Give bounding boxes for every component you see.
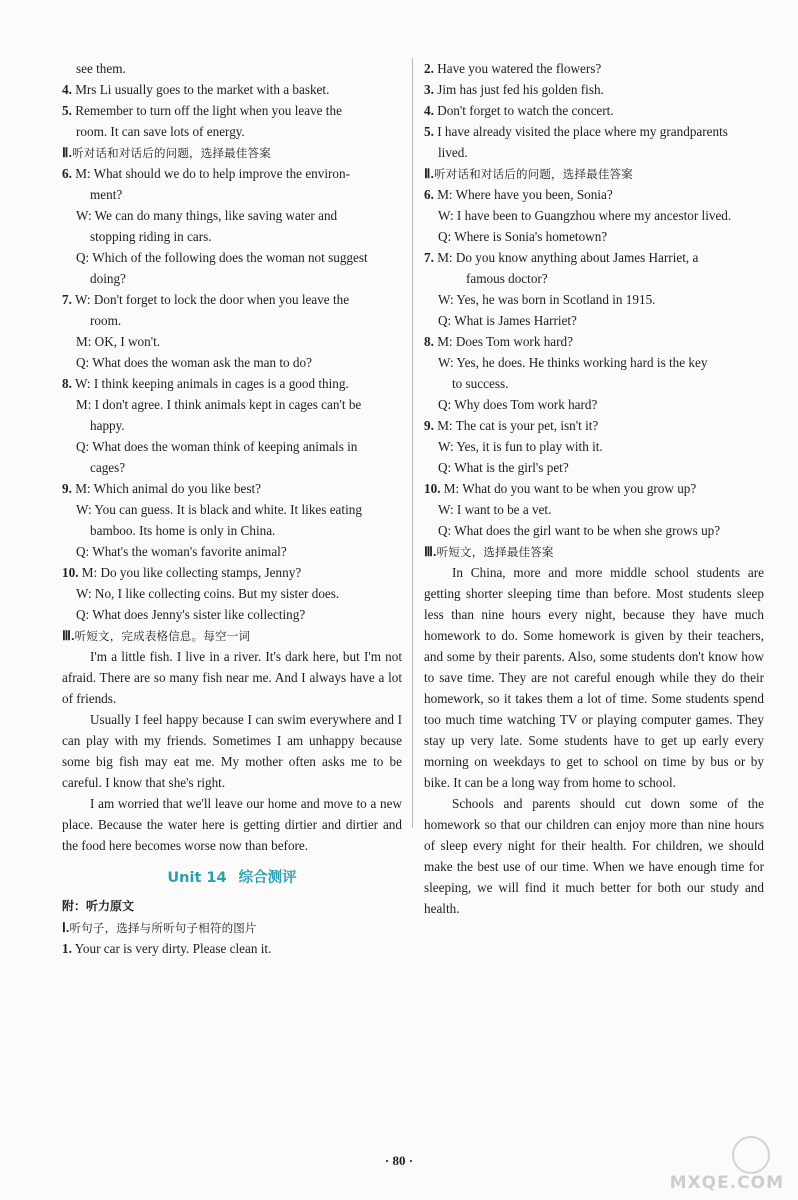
question-number: 10. xyxy=(62,565,79,580)
text-line xyxy=(62,289,402,310)
unit-title xyxy=(62,862,402,894)
line-text: stopping riding in cars. xyxy=(90,229,212,244)
text-line xyxy=(424,478,764,499)
text-line xyxy=(424,184,764,205)
text-line xyxy=(424,226,764,247)
right-dialogues xyxy=(424,184,764,541)
line-text: Q: What does the girl want to be when she grows up? xyxy=(438,523,721,538)
text-line xyxy=(62,310,402,331)
section-text: 听短文，选择最佳答案 xyxy=(436,545,554,559)
unit-subtitle: 综合测评 xyxy=(238,870,297,886)
line-text: room. It can save lots of energy. xyxy=(76,124,245,139)
line-text: lived. xyxy=(438,145,468,160)
text-line xyxy=(62,604,402,625)
section-3-heading-right xyxy=(424,541,764,562)
text-line xyxy=(62,562,402,583)
line-text: cages? xyxy=(90,460,126,475)
text-line xyxy=(424,394,764,415)
line-text: M: Do you like collecting stamps, Jenny? xyxy=(81,565,302,580)
line-text: famous doctor? xyxy=(466,271,548,286)
text-line xyxy=(62,58,402,79)
passage-paragraph: I am worried that we'll leave our home and move to a new place. Because the water here is getting dirtier and dirtier and the food here becomes worse now than before. xyxy=(62,796,402,853)
question-number: 7. xyxy=(424,250,434,265)
question-number: 9. xyxy=(424,418,434,433)
text-line xyxy=(424,247,764,268)
text-line xyxy=(424,331,764,352)
text-line xyxy=(62,415,402,436)
text-line xyxy=(62,184,402,205)
text-line xyxy=(62,100,402,121)
question-number: 5. xyxy=(62,103,72,118)
line-text: W: Yes, he was born in Scotland in 1915. xyxy=(438,292,656,307)
text-line xyxy=(424,520,764,541)
text-line xyxy=(424,373,764,394)
text-line xyxy=(424,268,764,289)
text-line xyxy=(424,142,764,163)
line-text: Q: What does the woman think of keeping animals in xyxy=(76,439,358,454)
text-line xyxy=(424,499,764,520)
text-line xyxy=(62,583,402,604)
right-intro-lines xyxy=(424,58,764,163)
line-text: to success. xyxy=(452,376,509,391)
section-2-heading-left xyxy=(62,142,402,163)
line-text: Have you watered the flowers? xyxy=(437,61,602,76)
question-number: 3. xyxy=(424,82,434,97)
watermark-text: MXQE.COM xyxy=(669,1173,784,1193)
watermark-circle-icon xyxy=(732,1136,770,1174)
line-text: M: The cat is your pet, isn't it? xyxy=(437,418,599,433)
line-text: Q: Where is Sonia's hometown? xyxy=(438,229,608,244)
text-line xyxy=(424,415,764,436)
section-roman: Ⅲ. xyxy=(424,544,437,559)
line-text: ment? xyxy=(90,187,123,202)
question-line xyxy=(62,938,402,959)
page-number: · 80 · xyxy=(384,1153,414,1168)
text-line xyxy=(62,79,402,100)
line-text: Q: What does the woman ask the man to do? xyxy=(76,355,312,370)
line-text: Q: What is the girl's pet? xyxy=(438,460,569,475)
line-text: M: Where have you been, Sonia? xyxy=(437,187,613,202)
section-roman: Ⅱ. xyxy=(62,145,73,160)
line-text: Remember to turn off the light when you leave the xyxy=(75,103,342,118)
left-intro-lines xyxy=(62,58,402,142)
line-text: W: You can guess. It is black and white. It likes eating xyxy=(76,502,362,517)
text-line xyxy=(62,331,402,352)
question-number: 5. xyxy=(424,124,434,139)
line-text: W: I want to be a vet. xyxy=(438,502,552,517)
text-line xyxy=(62,373,402,394)
line-text: M: What should we do to help improve the environ- xyxy=(75,166,350,181)
unit-number: Unit 14 xyxy=(167,870,227,886)
section-text: 听对话和对话后的问题，选择最佳答案 xyxy=(72,146,271,160)
line-text: W: I think keeping animals in cages is a good thing. xyxy=(74,376,349,391)
line-text: W: I have been to Guangzhou where my ancestor lived. xyxy=(438,208,732,223)
line-text: M: What do you want to be when you grow up? xyxy=(443,481,697,496)
line-text: W: Don't forget to lock the door when you leave the xyxy=(74,292,350,307)
question-number: 4. xyxy=(62,82,72,97)
question-number: 7. xyxy=(62,292,72,307)
right-column xyxy=(424,58,764,919)
text-line xyxy=(424,100,764,121)
column-divider xyxy=(412,58,413,828)
question-number: 10. xyxy=(424,481,441,496)
question-number: 9. xyxy=(62,481,72,496)
text-line xyxy=(424,121,764,142)
section-text: 听句子，选择与所听句子相符的图片 xyxy=(69,921,257,935)
question-number: 6. xyxy=(424,187,434,202)
section-2-heading-right xyxy=(424,163,764,184)
passage-paragraph: Schools and parents should cut down some of the homework so that our children can enjoy more than nine hours of sleep every night for their health. For children, we should make the best use of our time. When we have enough time for sleeping, we will find it much better for both our study and health. xyxy=(424,796,764,916)
line-text: Q: What is James Harriet? xyxy=(438,313,577,328)
line-text: M: Does Tom work hard? xyxy=(437,334,574,349)
text-line xyxy=(62,394,402,415)
text-line xyxy=(424,289,764,310)
text-line xyxy=(62,205,402,226)
line-text: Mrs Li usually goes to the market with a basket. xyxy=(75,82,330,97)
line-text: bamboo. Its home is only in China. xyxy=(90,523,276,538)
line-text: W: Yes, he does. He thinks working hard is the key xyxy=(438,355,708,370)
line-text: Q: What does Jenny's sister like collecting? xyxy=(76,607,306,622)
text-line xyxy=(62,247,402,268)
passage-paragraph: I'm a little fish. I live in a river. It's dark here, but I'm not afraid. There are so many fish near me. And I always have a lot of friends. xyxy=(62,649,402,706)
line-text: M: OK, I won't. xyxy=(76,334,161,349)
passage-paragraph: Usually I feel happy because I can swim everywhere and I can play with my friends. Sometimes I am unhappy because some big fish may eat me. My mother often asks me to be careful. I know that she's right. xyxy=(62,712,402,790)
left-column xyxy=(62,58,402,959)
question-number: 1. xyxy=(62,941,72,956)
line-text: Jim has just fed his golden fish. xyxy=(437,82,604,97)
text-line xyxy=(62,121,402,142)
section-text: 听对话和对话后的问题，选择最佳答案 xyxy=(434,167,633,181)
text-line xyxy=(62,163,402,184)
text-line xyxy=(424,205,764,226)
text-line xyxy=(424,310,764,331)
question-text: Your car is very dirty. Please clean it. xyxy=(74,941,272,956)
text-line xyxy=(62,226,402,247)
line-text: M: I don't agree. I think animals kept in cages can't be xyxy=(76,397,362,412)
watermark-logo xyxy=(634,1134,784,1194)
line-text: Q: Which of the following does the woman not suggest xyxy=(76,250,368,265)
line-text: Q: What's the woman's favorite animal? xyxy=(76,544,287,559)
line-text: Q: Why does Tom work hard? xyxy=(438,397,598,412)
text-line xyxy=(62,478,402,499)
section-3-heading-left xyxy=(62,625,402,646)
text-line xyxy=(424,352,764,373)
text-line xyxy=(62,352,402,373)
left-dialogues xyxy=(62,163,402,625)
text-line xyxy=(424,457,764,478)
text-line xyxy=(62,520,402,541)
line-text: see them. xyxy=(76,61,126,76)
section-roman: Ⅱ. xyxy=(424,166,435,181)
line-text: W: No, I like collecting coins. But my sister does. xyxy=(76,586,340,601)
question-number: 8. xyxy=(62,376,72,391)
line-text: W: We can do many things, like saving water and xyxy=(76,208,338,223)
text-line xyxy=(62,457,402,478)
text-line xyxy=(62,268,402,289)
question-number: 2. xyxy=(424,61,434,76)
line-text: I have already visited the place where my grandparents xyxy=(437,124,728,139)
question-number: 6. xyxy=(62,166,72,181)
question-number: 8. xyxy=(424,334,434,349)
text-line xyxy=(424,436,764,457)
text-line xyxy=(62,499,402,520)
line-text: W: Yes, it is fun to play with it. xyxy=(438,439,603,454)
appendix-heading: 附：听力原文 xyxy=(62,899,135,913)
text-line xyxy=(424,79,764,100)
line-text: Don't forget to watch the concert. xyxy=(437,103,614,118)
question-number: 4. xyxy=(424,103,434,118)
text-line xyxy=(424,58,764,79)
passage-paragraph: In China, more and more middle school students are getting shorter sleeping time than before. Most students sleep less than nine hours every night, because they have much homework to do. Some homework is given by their teachers, and some by their parents. Also, some students don't know how to save time. They are not careful enough while they do their homework, so it takes them a lot of time. Some students spend too much time watching TV or playing computer games. They stay up very late. Some students have to get up early every morning on weekdays to get to school on time by bus or by bike. It can be a long way from home to school. xyxy=(424,565,764,790)
section-text: 听短文，完成表格信息。每空一词 xyxy=(74,629,251,643)
section-roman: Ⅰ. xyxy=(62,920,70,935)
text-line xyxy=(62,436,402,457)
line-text: M: Do you know anything about James Harriet, a xyxy=(437,250,699,265)
line-text: happy. xyxy=(90,418,125,433)
line-text: room. xyxy=(90,313,122,328)
text-line xyxy=(62,541,402,562)
section-roman: Ⅲ. xyxy=(62,628,75,643)
line-text: doing? xyxy=(90,271,126,286)
line-text: M: Which animal do you like best? xyxy=(75,481,261,496)
section-1-heading xyxy=(62,917,402,938)
